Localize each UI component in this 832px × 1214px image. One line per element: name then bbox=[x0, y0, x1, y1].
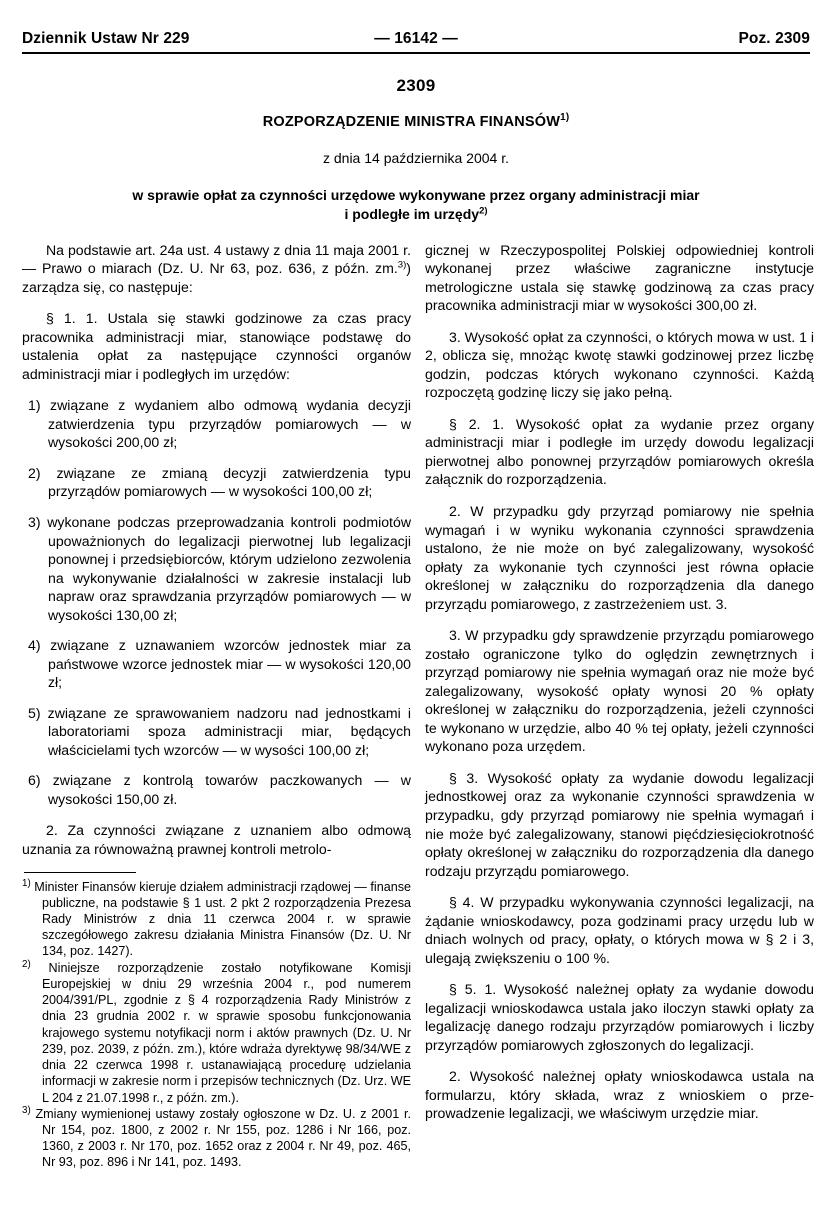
act-date: z dnia 14 października 2004 r. bbox=[322, 150, 509, 166]
paragraph-1-2: 2. Za czynności związane z uznaniem albo odmową uznania za równoważną prawnej kontroli metrolo- bbox=[22, 822, 411, 857]
paragraph-3: § 3. Wysokość opłaty za wydanie dowodu legalizacji jednostkowej oraz za wykonanie czynności sprawdzenia w przypadku, gdy przyrząd pomiarowy nie spełnia wymagań i nie może być zalegalizowany, stanowi pięćdziesięciokrotność opłaty określonej w załączniku do rozporządzenia dla danego rodzaju przyrządu pomiarowego. bbox=[425, 769, 814, 879]
footnote-3 bbox=[22, 1106, 411, 1171]
footnote-2 bbox=[22, 960, 411, 1106]
paragraph-2-2: 2. W przypadku gdy przyrząd pomiarowy nie spełnia wymagań i w wyniku wykonania czynności sprawdzenia ustalono, że nie może on być zalegalizowany, wysokość opłaty za wykonanie tych czynności jest równa opłacie określonej w załączniku do rozporządzenia dla danego przyrządu pomiarowego, z zastrzeżeniem ust. 3. bbox=[425, 503, 814, 612]
act-subject-line-2: i podległe im urzędy bbox=[344, 206, 480, 223]
paragraph-4: § 4. W przypadku wykonywania czynności legalizacji, na żądanie wnioskodawcy, poza godzinami pracy urzędu lub w dniach wolnych od pracy, opłaty, o których mowa w § 2 i 3, ulegają zwiększeniu o 100 %. bbox=[425, 894, 814, 966]
fee-items-list bbox=[22, 396, 411, 808]
paragraph-1-1: § 1. 1. Ustala się stawki godzinowe za czas pracy pracownika administracji miar, stanowiące podstawę do ustalenia opłat za następujące czynności organów administracji miar i podległych im urzędów: bbox=[22, 310, 411, 382]
footnote-marker: 1) bbox=[22, 877, 31, 889]
preamble-tail: ) zarządza się, co następuje: bbox=[22, 260, 411, 295]
list-item: 2) związane ze zmianą decyzji zatwierdzenia typu przyrządów pomiarowych — w wysokości 100,00 zł; bbox=[28, 464, 411, 500]
act-subject bbox=[22, 186, 810, 225]
act-position-number: 2309 bbox=[396, 76, 436, 95]
paragraph-1-2-continued: gicznej w Rzeczypospolitej Polskiej odpowiedniej kontroli wykonanej przez właściwe zagraniczne instytucje metrologiczne ustala się stawkę godzinową za czas pracy pracownika administracji miar w wysokości 300,00 zł. bbox=[425, 241, 814, 314]
left-column bbox=[22, 241, 411, 1171]
act-title-footnote-marker: 1) bbox=[560, 112, 570, 124]
body-columns bbox=[22, 241, 814, 1171]
act-subject-line-1: w sprawie opłat za czynności urzędowe wykonywane przez organy administracji miar bbox=[132, 187, 700, 203]
preamble-paragraph bbox=[22, 241, 411, 297]
paragraph-1-3: 3. Wysokość opłat za czynności, o których mowa w ust. 1 i 2, oblicza się, mnożąc kwotę stawki godzinowej przez liczbę godzin, podczas których wykonano czynności. Każdą rozpoczętą godzinę liczy się jako pełną. bbox=[425, 328, 814, 401]
header-divider bbox=[22, 52, 810, 54]
list-item: 6) związane z kontrolą towarów paczkowanych — w wysokości 150,00 zł. bbox=[28, 772, 411, 807]
right-column bbox=[425, 241, 814, 1171]
footnotes-section bbox=[22, 879, 411, 1171]
preamble-footnote-marker: 3) bbox=[397, 259, 407, 271]
footnote-1 bbox=[22, 879, 411, 960]
running-head bbox=[22, 0, 810, 52]
paragraph-2-3: 3. W przypadku gdy sprawdzenie przyrządu pomiarowego zostało ograniczone tylko do oględzin zewnętrznych i przyrząd pomiarowy nie spełnia wymagań oraz nie może być zalegalizowany, wysokość opłaty wynosi 20 % opłaty określonej w załączniku do rozporządzenia, jeżeli czynności te wykonano w urzędzie, albo 40 % tej opłaty, jeżeli czynności wykonano poza urzędem. bbox=[425, 627, 814, 755]
journal-title: Dziennik Ustaw Nr 229 bbox=[22, 30, 190, 47]
footnote-marker: 3) bbox=[22, 1104, 31, 1116]
footnote-text: Niniejsze rozporządzenie zostało notyfikowane Komisji Europejskiej w dniu 29 września 2004 r., pod numerem 2004/391/PL, zgodnie z § 4 rozporządzenia Rady Ministrów z dnia 23 grudnia 2002 r. w sprawie sposobu funkcjonowania krajowego systemu notyfikacji norm i aktów prawnych (Dz. U. Nr 239, poz. 2039, z późn. zm.), które wdraża dyrektywę 98/34/WE z dnia 22 czerwca 1998 r. ustanawiającą procedurę udzielania informacji w zakresie norm i przepisów technicznych (Dz. Urz. WE L 204 z 21.07.1998 r., z późn. zm.). bbox=[42, 960, 411, 1105]
position-number: Poz. 2309 bbox=[738, 30, 810, 47]
list-item: 5) związane ze sprawowaniem nadzoru nad jednostkami i laboratoriami spoza administracji miar, będących właścicielami tych wzorców — w wysości 100,00 zł; bbox=[28, 704, 411, 758]
act-title bbox=[22, 114, 810, 130]
act-title-text: ROZPORZĄDZENIE MINISTRA FINANSÓW bbox=[262, 114, 561, 130]
footnote-text: Zmiany wymienionej ustawy zostały ogłoszone w Dz. U. z 2001 r. Nr 154, poz. 1800, z 2002 r. Nr 155, poz. 1286 i Nr 166, poz. 1360, z 2003 r. Nr 170, poz. 1652 oraz z 2004 r. Nr 49, poz. 465, Nr 93, poz. 896 i Nr 141, poz. 1493. bbox=[35, 1106, 411, 1170]
list-item: 3) wykonane podczas przeprowadzania kontroli podmiotów upoważnionych do legalizacji pierwotnej lub legalizacji ponownej i przedsiębiorców, którym udzielono zezwolenia na wykonywanie działalności w zakresie instalacji lub napraw oraz sprawdzania przyrządów pomiarowych — w wysokości 130,00 zł; bbox=[28, 514, 411, 623]
footnote-text: Minister Finansów kieruje działem administracji rządowej — finanse publiczne, na podstawie § 1 ust. 2 pkt 2 rozporządzenia Prezesa Rady Ministrów z dnia 11 czerwca 2004 r. w sprawie szczegółowego zakresu działania Ministra Finansów (Dz. U. Nr 134, poz. 1427). bbox=[34, 879, 412, 959]
list-item: 4) związane z uznawaniem wzorców jednostek miar za państwowe wzorce jednostek miar — w wysokości 120,00 zł; bbox=[28, 637, 411, 691]
footnote-divider bbox=[24, 872, 136, 873]
title-block bbox=[22, 76, 810, 225]
list-item: 1) związane z wydaniem albo odmową wydania decyzji zatwierdzenia typu przyrządów pomiarowych — w wysokości 200,00 zł; bbox=[28, 397, 411, 451]
paragraph-5-1: § 5. 1. Wysokość należnej opłaty za wydanie dowodu legalizacji wnioskodawca ustala jako iloczyn stawki opłaty za legalizację danego rodzaju przyrządów pomiarowych i liczby przyrządów pomiarowych zgłoszonych do legalizacji. bbox=[425, 981, 814, 1053]
paragraph-2-1: § 2. 1. Wysokość opłat za wydanie przez organy administracji miar i podległe im urzędy dowodu legalizacji pierwotnej albo ponownej przyrządów pomiarowych określa załącznik do rozporządzenia. bbox=[425, 415, 814, 488]
page-number: — 16142 — bbox=[374, 30, 458, 47]
paragraph-5-2: 2. Wysokość należnej opłaty wnioskodawca ustala na formularzu, który składa, wraz z wnioskiem o przeprowadzenie legalizacji, we właściwym urzędzie miar. bbox=[425, 1068, 814, 1122]
footnote-marker: 2) bbox=[22, 958, 31, 970]
preamble-text: Na podstawie art. 24a ust. 4 ustawy z dnia 11 maja 2001 r. — Prawo o miarach (Dz. U. Nr 63, poz. 636, z późn. zm. bbox=[22, 241, 411, 277]
act-subject-footnote-marker: 2) bbox=[479, 205, 488, 217]
